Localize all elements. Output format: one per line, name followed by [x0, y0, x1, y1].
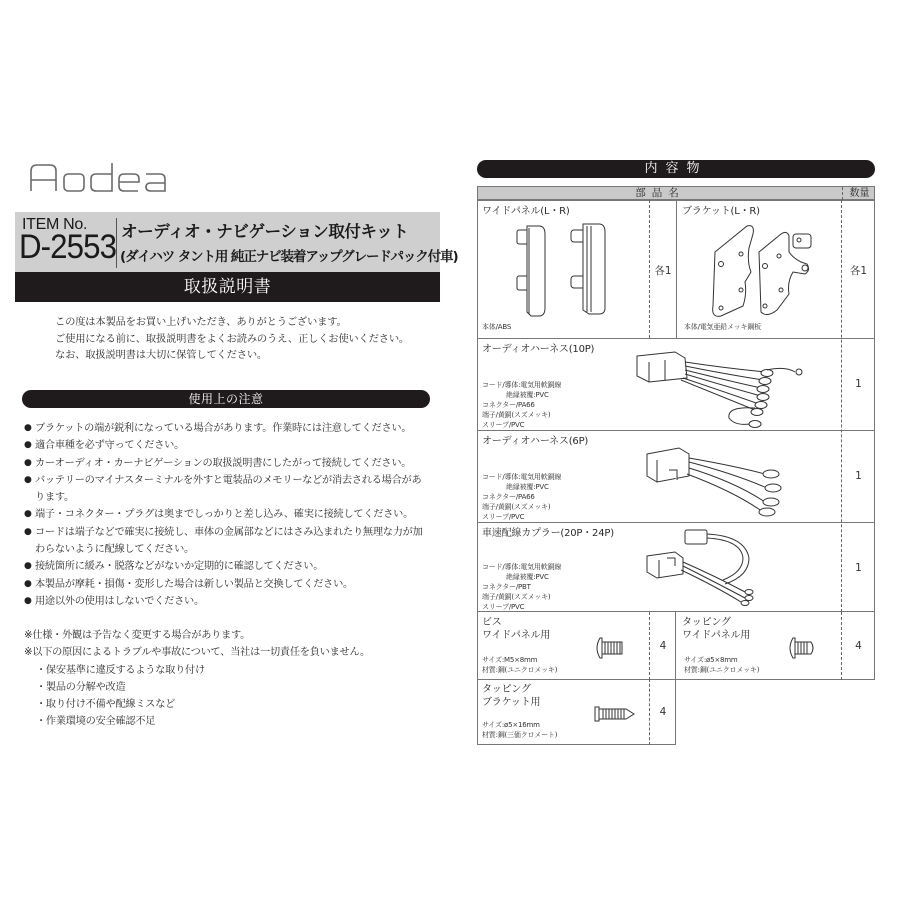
part-spec: コード/導体:電気用軟銅線	[482, 563, 562, 571]
part-name: ワイドパネル用	[482, 630, 551, 641]
part-spec: 材質:鋼(ユニクロメッキ)	[684, 666, 760, 674]
part-spec: サイズ:ø5×8mm	[684, 656, 738, 664]
contents-table	[477, 186, 875, 746]
part-name: ブラケット(L・R)	[682, 206, 760, 217]
part-spec: 材質:鋼(ユニクロメッキ)	[482, 666, 558, 674]
part-qty: 各1	[849, 265, 868, 277]
contents-heading: 内容物	[477, 160, 875, 178]
screw-icon	[594, 706, 636, 722]
item-label: ITEM No.	[22, 216, 88, 233]
screw-m5-illustration	[594, 636, 624, 660]
part-name: 車速配線カプラー(20P・24P)	[482, 528, 614, 539]
product-title: オーディオ・ナビゲーション取付キット	[121, 222, 409, 241]
caution-item: ● 端子・コネクター・プラグは奥までしっかりと差し込み、確実に接続してください。	[24, 506, 444, 523]
part-name: ワイドパネル用	[682, 630, 751, 641]
wide-panel-icon	[515, 222, 615, 320]
title-divider	[116, 218, 117, 268]
table-header	[477, 186, 875, 200]
note-sub-item: ・作業環境の安全確認不足	[36, 716, 156, 728]
part-name: タッピング	[482, 684, 531, 695]
part-spec: サイズ:M5×8mm	[482, 656, 538, 664]
item-number: D-2553	[19, 228, 117, 266]
caution-item: ● コードは端子などで確実に接続し、車体の金属部などにはさみ込まれたり無理な力が加わらないように配線してください。	[24, 524, 424, 559]
part-spec: スリーブ/PVC	[482, 421, 525, 429]
part-spec: サイズ:ø5×16mm	[482, 721, 540, 729]
part-name: タッピング	[682, 617, 731, 628]
caution-list	[24, 420, 444, 610]
part-spec: スリーブ/PVC	[482, 513, 525, 521]
part-spec: 絶縁被覆:PVC	[506, 483, 549, 491]
screw-icon	[594, 636, 624, 660]
caution-item: ● 適合車種を必ず守ってください。	[24, 437, 444, 454]
part-name: ビス	[482, 617, 502, 628]
part-spec: 絶縁被覆:PVC	[506, 391, 549, 399]
part-spec: 絶縁被覆:PVC	[506, 573, 549, 581]
note-line: ※仕様・外観は予告なく変更する場合があります。	[24, 630, 251, 641]
caution-item: ● カーオーディオ・カーナビゲーションの取扱説明書にしたがって接続してください。	[24, 455, 444, 472]
part-qty: 1	[855, 470, 862, 482]
caution-item: ● 用途以外の使用はしないでください。	[24, 593, 444, 610]
coupler-connector-icon	[645, 528, 785, 608]
part-qty: 4	[855, 640, 862, 652]
harness-6p-illustration	[645, 444, 795, 522]
tapping-screw-illustration	[787, 636, 817, 660]
harness-connector-icon	[645, 444, 795, 522]
intro-line: ご使用になる前に、取扱説明書をよくお読みのうえ、正しくお使いください。	[55, 332, 410, 345]
part-material: 本体/電気亜鉛メッキ鋼板	[684, 323, 761, 331]
column-header-qty: 数量	[849, 188, 870, 199]
part-spec: コード/導体:電気用軟銅線	[482, 381, 562, 389]
manual-label: 取扱説明書	[15, 272, 440, 302]
part-spec: コネクター/PA66	[482, 493, 535, 501]
part-name: ブラケット用	[482, 697, 541, 708]
part-material: 本体/ABS	[482, 323, 512, 331]
screw-icon	[787, 636, 817, 660]
note-sub-item: ・取り付け不備や配線ミスなど	[36, 699, 176, 711]
intro-text	[55, 314, 409, 364]
bracket-illustration	[707, 222, 817, 320]
part-name: ワイドパネル(L・R)	[482, 206, 570, 217]
part-name: オーディオハーネス(10P)	[482, 344, 595, 355]
part-name: オーディオハーネス(6P)	[482, 436, 589, 447]
rodea-logo-icon	[28, 160, 168, 194]
brand-logo	[28, 160, 168, 194]
caution-heading: 使用上の注意	[22, 390, 430, 408]
caution-item: ● バッテリーのマイナスターミナルを外すと電装品のメモリーなどが消去される場合があります。	[24, 472, 424, 507]
part-spec: 端子/黄銅(スズメッキ)	[482, 503, 551, 511]
speed-coupler-illustration	[645, 528, 785, 608]
column-header-name: 部品名	[635, 187, 685, 199]
part-spec: スリーブ/PVC	[482, 603, 525, 611]
part-qty: 4	[659, 640, 667, 652]
product-subtitle: (ダイハツ タント用 純正ナビ装着アップグレードパック付車)	[120, 249, 458, 265]
part-qty: 1	[855, 562, 862, 574]
part-spec: 端子/黄銅(スズメッキ)	[482, 593, 551, 601]
part-spec: コネクター/PA66	[482, 401, 535, 409]
note-line: ※以下の原因によるトラブルや事故について、当社は一切責任を負いません。	[24, 647, 370, 659]
wide-panel-illustration	[515, 222, 615, 320]
caution-item: ● 接続箇所に緩み・脱落などがないか定期的に確認してください。	[24, 558, 444, 575]
note-sub-item: ・製品の分解や改造	[36, 681, 126, 693]
part-spec: 材質:鋼(三価クロメート)	[482, 731, 558, 739]
part-spec: コード/導体:電気用軟銅線	[482, 473, 562, 481]
harness-10p-illustration	[635, 348, 810, 428]
caution-item: ● 本製品が摩耗・損傷・変形した場合は新しい製品と交換してください。	[24, 576, 444, 593]
harness-connector-icon	[635, 348, 810, 428]
part-qty: 1	[855, 378, 862, 390]
disclaimer-notes	[24, 627, 370, 731]
part-spec: 端子/黄銅(スズメッキ)	[482, 411, 551, 419]
intro-line: この度は本製品をお買い上げいただき、ありがとうございます。	[55, 316, 347, 328]
part-qty: 各1	[654, 265, 672, 277]
part-qty: 4	[659, 706, 667, 718]
bracket-screw-illustration	[594, 706, 636, 722]
bracket-icon	[707, 222, 817, 320]
intro-line: なお、取扱説明書は大切に保管してください。	[55, 349, 268, 361]
caution-item: ● ブラケットの端が鋭利になっている場合があります。作業時には注意してください。	[24, 420, 444, 437]
part-spec: コネクター/PBT	[482, 583, 531, 591]
note-sub-item: ・保安基準に違反するような取り付け	[36, 664, 205, 676]
